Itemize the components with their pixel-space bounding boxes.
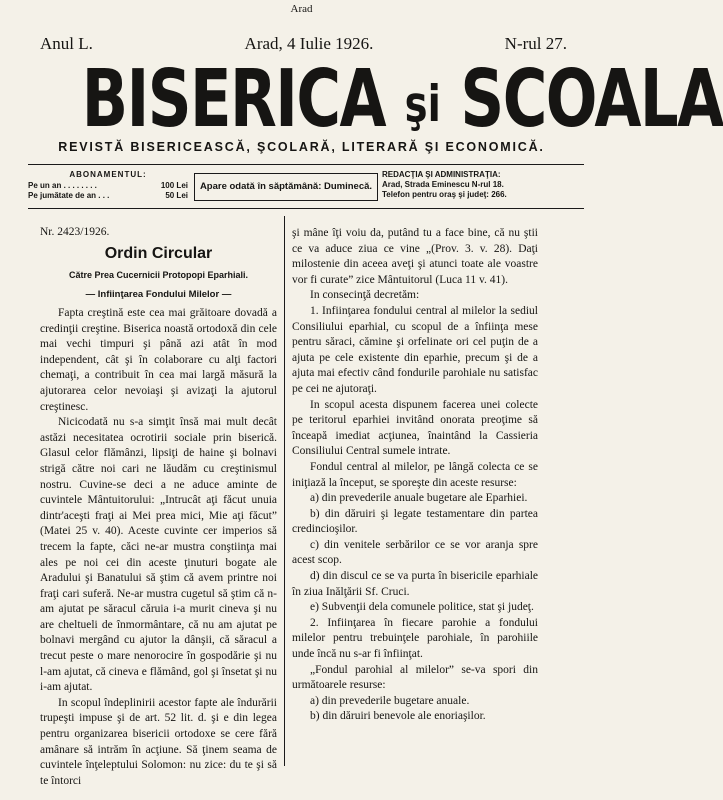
list-item: e) Subvenţii dela comunele politice, stat şi judeţ. bbox=[310, 601, 534, 614]
article-title: Ordin Circular bbox=[104, 245, 213, 262]
masthead-word-si: şi bbox=[404, 75, 441, 133]
paragraph: „Fondul parohial al milelor” se-va spori din următoarele resurse: bbox=[292, 663, 538, 692]
document-number: Nr. 2423/1926. bbox=[40, 226, 110, 238]
subscription-row bbox=[28, 181, 188, 191]
subscription-row bbox=[28, 191, 188, 201]
list-item: a) din prevederile bugetare anuale. bbox=[310, 694, 470, 707]
list-item: b) din dăruiri şi legate testamentare din partea credincioşilor. bbox=[292, 507, 538, 536]
frequency-box bbox=[194, 173, 378, 201]
issue-number: N-rul 27. bbox=[504, 34, 567, 53]
article-topic: — Infiinţarea Fondului Milelor — bbox=[85, 289, 232, 300]
paragraph: In consecinţă decretăm: bbox=[310, 289, 420, 302]
masthead-word-scoala: SCOALA bbox=[460, 53, 723, 145]
header-rule-top bbox=[28, 164, 584, 165]
list-item: c) din venitele serbărilor ce se vor aranja spre acest scop. bbox=[292, 538, 538, 567]
masthead-title bbox=[81, 53, 723, 145]
masthead-word-biserica: BISERICA bbox=[81, 53, 386, 145]
subscription-label: Pe un an . . . . . . . . bbox=[28, 181, 97, 190]
list-item: b) din dăruiri benevole ale enoriaşilor. bbox=[310, 710, 486, 723]
editorial-phone: Telefon pentru oraş şi judeţ: 266. bbox=[382, 190, 507, 199]
editorial-address: Arad, Strada Eminescu N-rul 18. bbox=[382, 180, 504, 189]
editorial-title: REDACŢIA ŞI ADMINISTRAŢIA: bbox=[382, 170, 501, 179]
paragraph: şi mâne îţi voiu da, putând tu a face bine, că nu ştii ce va aduce ziua ce vine „(Prov. 3. v. 28). Daţi milostenie din aceea aveţi şi atunci toate ale voastre vor fi curate” zice Mântuitorul (Luca 11 v. 41). bbox=[292, 227, 538, 286]
paragraph: 1. Infiinţarea fondului central al milelor la sediul Consiliului eparhial, cu scopul de a înfiinţa mese pentru săraci, cămine şi orfelinate ori cel puţin de a ajuta pe cele existente din eparhie, precum şi de a ajuta mai efectiv când fondurile parohiale nu satisfac pe cei ne ajutoraţi. bbox=[292, 304, 538, 395]
editorial-box bbox=[382, 170, 582, 200]
paragraph: Fapta creştină este cea mai grăitoare dovadă a credinţii creştine. Biserica noastă ortodoxă din cele mai vechi timpuri şi până azi atât în mod independent, cât şi în colaborare cu alţi factori chemaţi, a contribuit în cea mai largă măsură la ajutorarea celor nevoiaşi şi avizaţi la ajutorul creştinesc. bbox=[40, 307, 277, 413]
subscription-price: 100 Lei bbox=[160, 181, 188, 190]
column-divider bbox=[284, 216, 285, 766]
list-item: d) din discul ce se va purta în bisericile eparhiale în ziua Inălţării Sf. Cruci. bbox=[292, 570, 538, 598]
article-column-right bbox=[292, 226, 538, 725]
subscription-title: ABONAMENTUL: bbox=[69, 170, 147, 179]
list-item: a) din prevederile anuale bugetare ale Eparhiei. bbox=[310, 492, 528, 505]
frequency-text: Apare odată în săptămână: Duminecă. bbox=[199, 181, 373, 192]
location-label: Arad bbox=[290, 3, 313, 15]
paragraph: In scopul îndeplinirii acestor fapte ale îndurării trupeşti impuse şi de art. 52 lit. d. şi e din legea pentru organizarea bisericii ortodoxe se cere fără amânare să intrăm în acţiune. Să ţinem seama de cuvintele înţeleptului Solomon: nu zice: du te şi să te întorci bbox=[40, 696, 277, 787]
volume-year: Anul L. bbox=[40, 34, 93, 53]
subscription-price: 50 Lei bbox=[165, 191, 188, 200]
publication-subtitle: REVISTĂ BISERICEASCĂ, ŞCOLARĂ, LITERARĂ ŞI ECONOMICĂ. bbox=[58, 140, 545, 154]
paragraph: In scopul acesta dispunem facerea unei colecte pe teritorul eparhiei invitând onorata preoţime să înceapă imediat acţiunea, înaintând la Cassieria Consiliului Central sumele intrate. bbox=[292, 398, 538, 458]
paragraph: Nicicodată nu s-a simţit însă mai mult decât astăzi necesitatea ocrotirii sociale prin biserică. Glasul celor flămânzi, lipsiţi de haine şi bolnavi strigă către noi cari ne lăudăm cu creştinismul nostru. Cuvine-se deci a ne aduce aminte de cuvintele Mântuitorului: „Intrucât aţi făcut unuia dintr'aceşti fraţi ai Mei prea mici, Mie aţi făcut” (Matei 25 v. 40). Aceste cuvinte cer imperios să trecem la fapte, căci ne-ar mustra conştiinţa mai ales pe noi cei din aceste ţinuturi bogate ale Aradului şi Banatului să ştim că avem printre noi fraţi cari suferă. Ne-ar mustra cugetul să ştim că n-am ajutat pe săracul căruia i-a murit cineva şi nu are cheltueli de înmormântare, că nu am ajutat pe bolnavi mergând cu ajutor la dânşii, că săracul a trecut peste o mare nenorocire în gospodărie şi nu l-am ajutat, că cineva e flămând, gol şi însetat şi nu i-am ajutat. bbox=[40, 416, 277, 694]
issue-date: Arad, 4 Iulie 1926. bbox=[244, 34, 374, 53]
article-column-left bbox=[40, 306, 277, 789]
subscription-label: Pe jumătate de an . . . bbox=[28, 191, 110, 200]
subscription-box bbox=[28, 170, 188, 201]
header-rule-bottom bbox=[28, 208, 584, 209]
article-addressee: Către Prea Cucernicii Protopopi Eparhiali. bbox=[68, 270, 249, 280]
paragraph: Fondul central al milelor, pe lângă colecta ce se iniţiază la început, se sporeşte din aceste resurse: bbox=[292, 460, 538, 489]
paragraph: 2. Infiinţarea în fiecare parohie a fondului milelor pentru trebuinţele parohiale, în parohiile unde încă nu s-ar fi înfiinţat. bbox=[292, 616, 538, 661]
